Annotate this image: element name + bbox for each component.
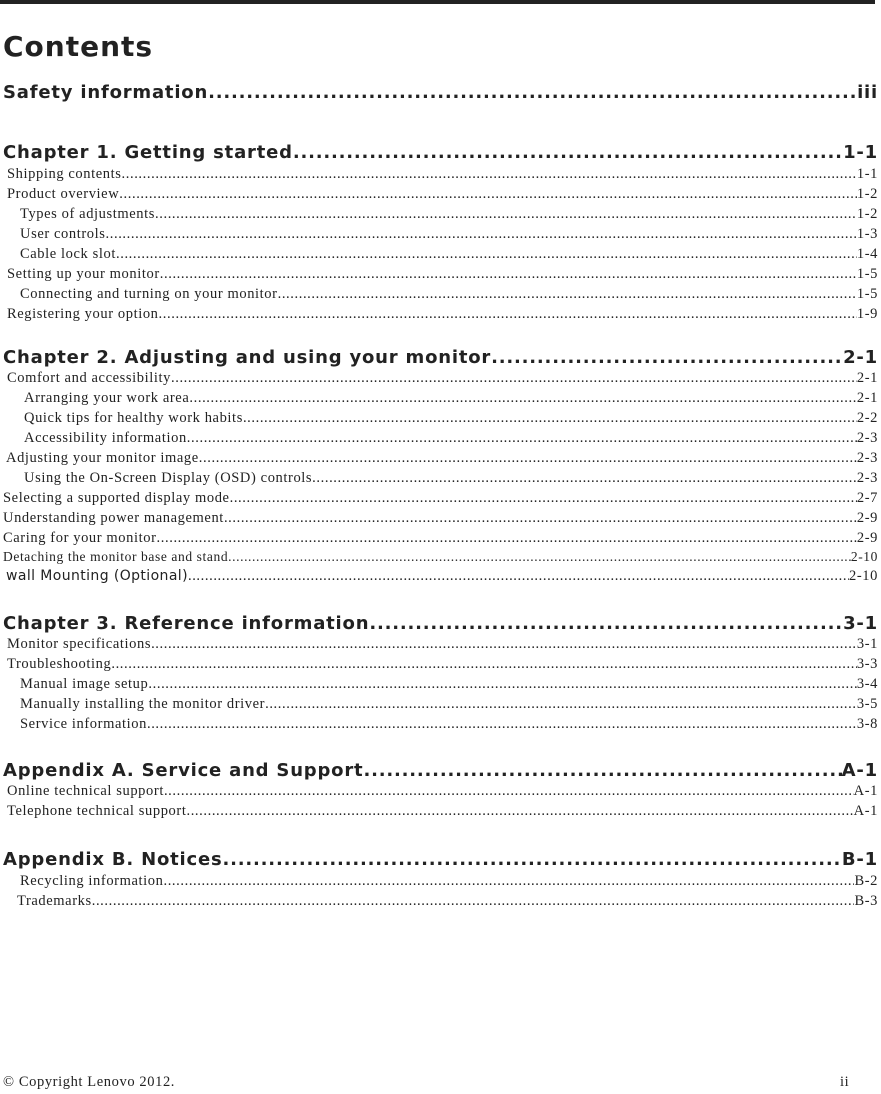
toc-entry-label: wall Mounting (Optional)	[6, 568, 188, 584]
toc-heading-label: Chapter 1. Getting started	[3, 142, 293, 163]
toc-entry-label: Trademarks	[17, 893, 92, 909]
toc-entry-manual-image-setup[interactable]	[20, 676, 878, 693]
page-title: Contents	[3, 30, 154, 63]
dot-leader	[199, 450, 857, 467]
toc-entry-monitor-specifications[interactable]	[7, 636, 878, 653]
toc-safety-information[interactable]	[3, 82, 878, 103]
toc-entry-label: Online technical support	[7, 783, 164, 799]
toc-entry-label: Connecting and turning on your monitor	[20, 286, 278, 302]
dot-leader	[369, 613, 843, 634]
dot-leader	[363, 760, 841, 781]
toc-entry-label: Detaching the monitor base and stand	[3, 549, 229, 564]
dot-leader	[230, 490, 857, 507]
toc-page-number: 2-7	[856, 490, 878, 506]
toc-entry-label: Arranging your work area	[24, 390, 190, 406]
dot-leader	[163, 873, 854, 890]
toc-entry-user-controls[interactable]	[20, 226, 878, 243]
toc-page-number: B-2	[854, 873, 878, 889]
toc-entry-label: Recycling information	[20, 873, 164, 889]
toc-page-number: 1-2	[856, 186, 878, 202]
toc-page-number: 2-10	[849, 568, 878, 584]
toc-entry-shipping-contents[interactable]	[7, 166, 878, 183]
toc-page-number: 3-4	[856, 676, 878, 692]
toc-entry-service-information[interactable]	[20, 716, 878, 733]
dot-leader	[312, 470, 857, 487]
dot-leader	[188, 568, 849, 585]
toc-chapter-1[interactable]	[3, 142, 878, 163]
toc-entry-registering-option[interactable]	[7, 306, 878, 323]
toc-entry-telephone-support[interactable]	[7, 803, 878, 820]
top-rule	[0, 0, 875, 4]
toc-page-number: 2-3	[856, 450, 878, 466]
footer-copyright: © Copyright Lenovo 2012.	[3, 1074, 176, 1090]
toc-entry-cable-lock-slot[interactable]	[20, 246, 878, 263]
dot-leader	[116, 246, 857, 263]
toc-entry-accessibility-information[interactable]	[24, 430, 878, 447]
dot-leader	[119, 186, 857, 203]
dot-leader	[189, 390, 856, 407]
toc-entry-label: Types of adjustments	[20, 206, 156, 222]
dot-leader	[151, 636, 857, 653]
toc-heading-label: Appendix A. Service and Support	[3, 760, 364, 781]
toc-page-number: 1-5	[856, 286, 878, 302]
toc-heading-label: Chapter 3. Reference information	[3, 613, 370, 634]
dot-leader	[243, 410, 857, 427]
dot-leader	[155, 206, 857, 223]
toc-entry-online-support[interactable]	[7, 783, 878, 800]
dot-leader	[157, 530, 857, 547]
toc-entry-label: Setting up your monitor	[7, 266, 160, 282]
toc-entry-setting-up-monitor[interactable]	[7, 266, 878, 283]
toc-entry-label: Quick tips for healthy work habits	[24, 410, 243, 426]
toc-page-number: 2-3	[856, 430, 878, 446]
toc-page-number: 1-9	[856, 306, 878, 322]
toc-chapter-3[interactable]	[3, 613, 878, 634]
toc-entry-label: Manually installing the monitor driver	[20, 696, 266, 712]
dot-leader	[187, 430, 857, 447]
toc-page-number: 1-1	[843, 142, 878, 163]
toc-entry-label: Comfort and accessibility	[7, 370, 171, 386]
toc-page-number: A-1	[853, 783, 878, 799]
toc-entry-label: Registering your option	[7, 306, 159, 322]
toc-page-number: iii	[857, 82, 878, 103]
toc-page-number: 1-5	[856, 266, 878, 282]
dot-leader	[293, 142, 843, 163]
toc-entry-label: User controls	[20, 226, 106, 242]
dot-leader	[265, 696, 857, 713]
toc-entry-label: Adjusting your monitor image	[6, 450, 199, 466]
toc-page-number: B-3	[854, 893, 878, 909]
toc-entry-label: Troubleshooting	[7, 656, 112, 672]
toc-appendix-a[interactable]	[3, 760, 878, 781]
toc-entry-caring-for-monitor[interactable]	[3, 530, 878, 547]
dot-leader	[491, 347, 843, 368]
dot-leader	[106, 226, 857, 243]
toc-page-number: 2-9	[856, 510, 878, 526]
toc-entry-recycling-information[interactable]	[20, 873, 878, 890]
dot-leader	[92, 893, 855, 910]
toc-page-number: 3-1	[856, 636, 878, 652]
toc-entry-label: Caring for your monitor	[3, 530, 157, 546]
toc-entry-troubleshooting[interactable]	[7, 656, 878, 673]
toc-page-number: A-1	[853, 803, 878, 819]
toc-entry-osd-controls[interactable]	[24, 470, 878, 487]
toc-entry-product-overview[interactable]	[7, 186, 878, 203]
toc-entry-trademarks[interactable]	[17, 893, 878, 910]
toc-heading-label: Appendix B. Notices	[3, 849, 223, 870]
toc-entry-label: Product overview	[7, 186, 120, 202]
toc-entry-comfort-accessibility[interactable]	[7, 370, 878, 387]
toc-entry-label: Selecting a supported display mode	[3, 490, 230, 506]
toc-entry-label: Monitor specifications	[7, 636, 152, 652]
toc-entry-display-mode[interactable]	[3, 490, 878, 507]
toc-entry-label: Shipping contents	[7, 166, 122, 182]
toc-page-number: 1-3	[856, 226, 878, 242]
dot-leader	[159, 306, 857, 323]
toc-entry-connecting-monitor[interactable]	[20, 286, 878, 303]
dot-leader	[164, 783, 854, 800]
toc-page-number: 1-2	[856, 206, 878, 222]
toc-entry-label: Cable lock slot	[20, 246, 116, 262]
dot-leader	[208, 82, 857, 103]
dot-leader	[122, 166, 857, 183]
toc-page-number: 1-1	[856, 166, 878, 182]
dot-leader	[160, 266, 857, 283]
toc-page-number: A-1	[841, 760, 878, 781]
toc-page-number: 2-10	[850, 549, 878, 564]
dot-leader	[171, 370, 857, 387]
toc-entry-arranging-work-area[interactable]	[24, 390, 878, 407]
footer-page-number: ii	[840, 1074, 850, 1090]
toc-page-number: 2-9	[856, 530, 878, 546]
toc-page-number: 2-1	[856, 370, 878, 386]
toc-page-number: 2-1	[843, 347, 878, 368]
toc-chapter-2[interactable]	[3, 347, 878, 368]
toc-page-number: B-1	[841, 849, 878, 870]
toc-entry-wall-mounting[interactable]	[6, 568, 878, 585]
toc-page-number: 3-5	[856, 696, 878, 712]
toc-page-number: 3-8	[856, 716, 878, 732]
toc-entry-label: Accessibility information	[24, 430, 187, 446]
toc-page-number: 3-1	[843, 613, 878, 634]
toc-page-number: 2-1	[856, 390, 878, 406]
dot-leader	[222, 849, 841, 870]
toc-page-number: 2-3	[856, 470, 878, 486]
dot-leader	[228, 549, 851, 565]
dot-leader	[224, 510, 857, 527]
toc-entry-detaching-base[interactable]	[3, 549, 878, 565]
toc-heading-label: Safety information	[3, 82, 209, 103]
toc-entry-adjusting-monitor-image[interactable]	[6, 450, 878, 467]
toc-entry-label: Service information	[20, 716, 147, 732]
toc-page-number: 2-2	[856, 410, 878, 426]
dot-leader	[147, 716, 857, 733]
toc-entry-quick-tips[interactable]	[24, 410, 878, 427]
toc-entry-installing-driver[interactable]	[20, 696, 878, 713]
dot-leader	[148, 676, 856, 693]
toc-entry-label: Telephone technical support	[7, 803, 187, 819]
toc-page-number: 3-3	[856, 656, 878, 672]
dot-leader	[111, 656, 857, 673]
dot-leader	[186, 803, 853, 820]
toc-entry-types-of-adjustments[interactable]	[20, 206, 878, 223]
toc-entry-label: Using the On-Screen Display (OSD) controls	[24, 470, 313, 486]
toc-page-number: 1-4	[856, 246, 878, 262]
toc-entry-label: Manual image setup	[20, 676, 149, 692]
toc-heading-label: Chapter 2. Adjusting and using your monitor	[3, 347, 492, 368]
toc-appendix-b[interactable]	[3, 849, 878, 870]
toc-entry-power-management[interactable]	[3, 510, 878, 527]
dot-leader	[278, 286, 857, 303]
toc-entry-label: Understanding power management	[3, 510, 224, 526]
